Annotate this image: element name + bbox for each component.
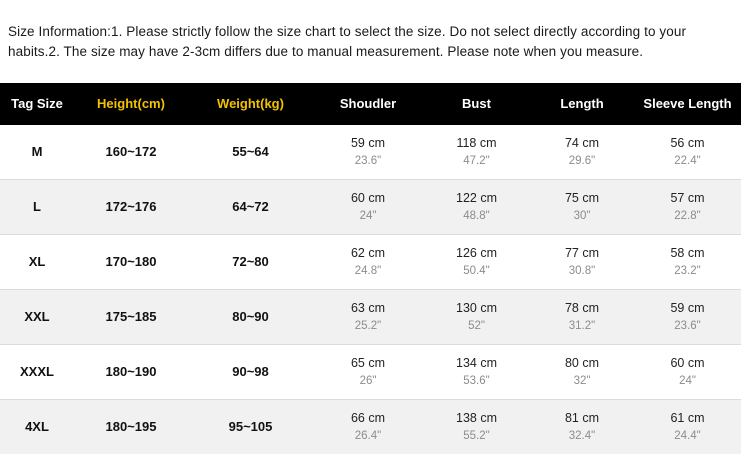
cell-height: 160~172 <box>74 125 188 180</box>
table-row <box>0 125 741 180</box>
cell-shoulder <box>313 234 423 289</box>
cell-shoulder <box>313 399 423 454</box>
column-header-bust: Bust <box>423 83 530 125</box>
size-chart-table <box>0 83 741 454</box>
cell-sleeve-in: 22.4" <box>674 154 701 167</box>
table-header-row <box>0 83 741 125</box>
cell-length-in: 32" <box>573 374 591 387</box>
cell-sleeve-cm: 60 cm <box>670 355 705 370</box>
cell-length <box>530 289 634 344</box>
cell-height: 180~190 <box>74 344 188 399</box>
cell-shoulder-in: 26" <box>359 374 377 387</box>
cell-tag-size: M <box>0 125 74 180</box>
cell-shoulder-cm: 66 cm <box>350 410 386 425</box>
cell-bust-in: 52" <box>468 319 485 332</box>
cell-shoulder-in: 25.2" <box>354 319 382 332</box>
cell-height: 172~176 <box>74 179 188 234</box>
cell-length-in: 29.6" <box>568 154 596 167</box>
table-row <box>0 179 741 234</box>
table-row <box>0 234 741 289</box>
cell-height: 180~195 <box>74 399 188 454</box>
column-header-weight: Weight(kg) <box>188 83 313 125</box>
cell-length <box>530 125 634 180</box>
table-row <box>0 344 741 399</box>
cell-bust-cm: 130 cm <box>456 300 497 315</box>
cell-length-cm: 81 cm <box>564 410 600 425</box>
cell-shoulder-in: 26.4" <box>354 429 382 442</box>
cell-shoulder <box>313 289 423 344</box>
cell-shoulder-in: 24" <box>359 209 377 222</box>
cell-length <box>530 399 634 454</box>
cell-weight: 55~64 <box>188 125 313 180</box>
cell-length-in: 30" <box>573 209 591 222</box>
cell-length-cm: 77 cm <box>564 245 600 260</box>
cell-tag-size: 4XL <box>0 399 74 454</box>
cell-length-cm: 80 cm <box>564 355 600 370</box>
cell-sleeve <box>634 344 741 399</box>
column-header-height: Height(cm) <box>74 83 188 125</box>
table-row <box>0 289 741 344</box>
cell-length-in: 31.2" <box>568 319 596 332</box>
cell-shoulder-cm: 65 cm <box>350 355 386 370</box>
cell-tag-size: XXL <box>0 289 74 344</box>
cell-weight: 80~90 <box>188 289 313 344</box>
cell-sleeve-cm: 61 cm <box>670 410 705 425</box>
size-information-text: Size Information:1. Please strictly follow the size chart to select the size. Do not select directly according to your habits.2. The size may have 2-3cm differs due to manual measurement. Please note when you measure. <box>8 23 687 60</box>
cell-sleeve <box>634 125 741 180</box>
cell-sleeve-cm: 56 cm <box>670 135 705 150</box>
cell-shoulder <box>313 344 423 399</box>
column-header-length: Length <box>530 83 634 125</box>
cell-tag-size: L <box>0 179 74 234</box>
cell-weight: 72~80 <box>188 234 313 289</box>
cell-bust <box>423 125 530 180</box>
column-header-sleeve-length: Sleeve Length <box>634 83 741 125</box>
cell-bust <box>423 289 530 344</box>
cell-bust-in: 48.8" <box>463 209 490 222</box>
cell-shoulder <box>313 179 423 234</box>
cell-shoulder <box>313 125 423 180</box>
cell-height: 170~180 <box>74 234 188 289</box>
cell-bust-cm: 134 cm <box>456 355 497 370</box>
table-body <box>0 125 741 454</box>
cell-bust-cm: 138 cm <box>456 410 497 425</box>
cell-sleeve-cm: 58 cm <box>670 245 705 260</box>
cell-bust-cm: 122 cm <box>456 190 497 205</box>
size-chart-page <box>0 14 741 471</box>
cell-shoulder-cm: 60 cm <box>350 190 386 205</box>
cell-sleeve-cm: 57 cm <box>670 190 705 205</box>
cell-bust-cm: 118 cm <box>456 135 497 150</box>
cell-weight: 90~98 <box>188 344 313 399</box>
cell-sleeve-in: 24" <box>679 374 696 387</box>
cell-height: 175~185 <box>74 289 188 344</box>
cell-shoulder-cm: 62 cm <box>350 245 386 260</box>
table-header <box>0 83 741 125</box>
cell-tag-size: XXXL <box>0 344 74 399</box>
cell-length <box>530 344 634 399</box>
column-header-tag-size: Tag Size <box>0 83 74 125</box>
cell-sleeve <box>634 399 741 454</box>
cell-shoulder-cm: 63 cm <box>350 300 386 315</box>
cell-sleeve-in: 23.6" <box>674 319 701 332</box>
cell-length-in: 30.8" <box>568 264 596 277</box>
cell-shoulder-cm: 59 cm <box>350 135 386 150</box>
cell-bust-in: 53.6" <box>463 374 490 387</box>
cell-length-in: 32.4" <box>568 429 596 442</box>
cell-bust-in: 50.4" <box>463 264 490 277</box>
cell-sleeve <box>634 234 741 289</box>
cell-sleeve <box>634 289 741 344</box>
cell-sleeve-in: 22.8" <box>674 209 701 222</box>
column-header-shoulder: Shoudler <box>313 83 423 125</box>
cell-bust <box>423 399 530 454</box>
cell-sleeve-cm: 59 cm <box>670 300 705 315</box>
cell-bust <box>423 234 530 289</box>
cell-weight: 95~105 <box>188 399 313 454</box>
cell-shoulder-in: 23.6" <box>354 154 382 167</box>
cell-sleeve-in: 23.2" <box>674 264 701 277</box>
cell-sleeve <box>634 179 741 234</box>
cell-bust <box>423 344 530 399</box>
cell-length <box>530 179 634 234</box>
cell-bust-in: 47.2" <box>463 154 490 167</box>
cell-tag-size: XL <box>0 234 74 289</box>
cell-length-cm: 74 cm <box>564 135 600 150</box>
cell-sleeve-in: 24.4" <box>674 429 701 442</box>
cell-bust <box>423 179 530 234</box>
cell-length <box>530 234 634 289</box>
cell-length-cm: 78 cm <box>564 300 600 315</box>
cell-bust-in: 55.2" <box>463 429 490 442</box>
cell-shoulder-in: 24.8" <box>354 264 382 277</box>
cell-bust-cm: 126 cm <box>456 245 497 260</box>
cell-length-cm: 75 cm <box>564 190 600 205</box>
table-row <box>0 399 741 454</box>
cell-weight: 64~72 <box>188 179 313 234</box>
